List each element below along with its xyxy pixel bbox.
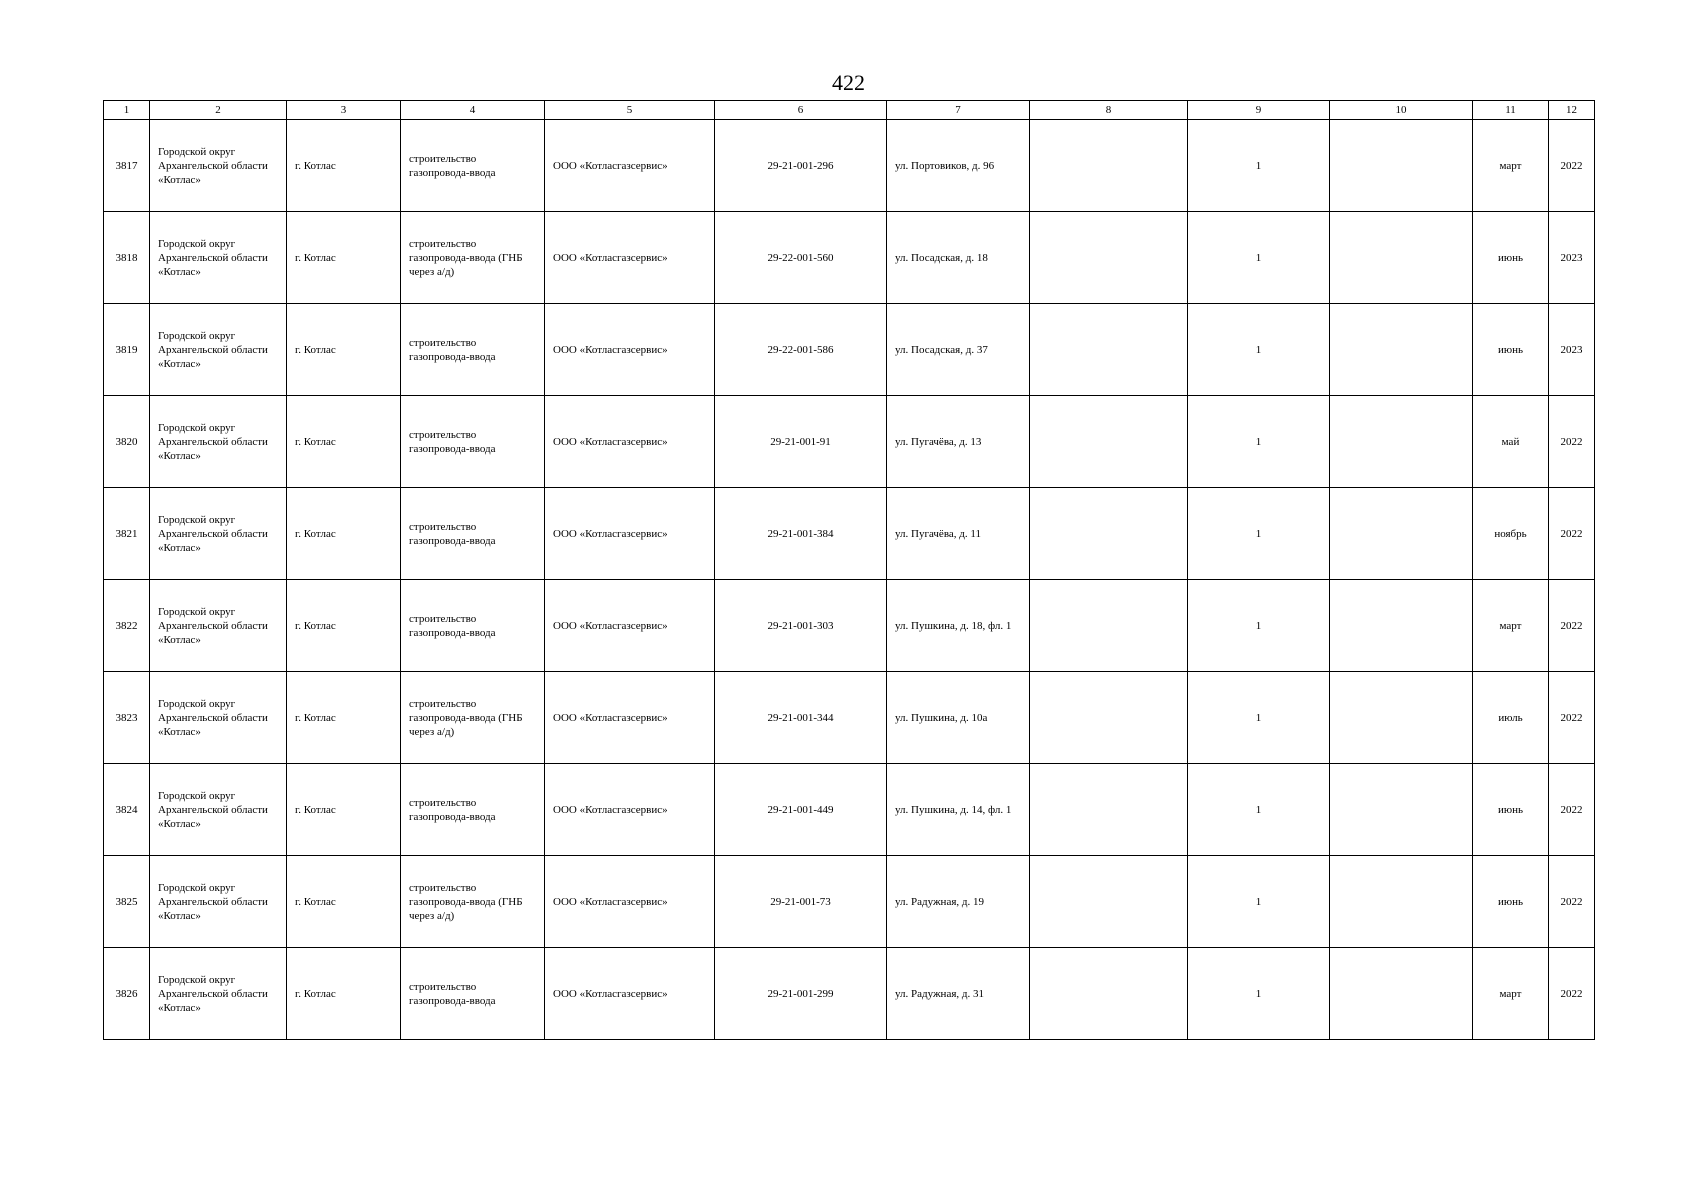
quantity-cell: 1: [1188, 764, 1330, 856]
address-cell: ул. Пушкина, д. 18, фл. 1: [887, 580, 1030, 672]
column-header: 6: [715, 101, 887, 120]
locality-cell: г. Котлас: [287, 948, 401, 1040]
work-type-cell: строительство газопровода-ввода (ГНБ через а/д): [401, 856, 545, 948]
address-cell: ул. Пугачёва, д. 13: [887, 396, 1030, 488]
year-cell: 2022: [1549, 856, 1595, 948]
column-header: 2: [150, 101, 287, 120]
cadastral-number-cell: 29-21-001-296: [715, 120, 887, 212]
quantity-cell: 1: [1188, 672, 1330, 764]
registry-table: [103, 100, 1595, 1040]
row-number: 3821: [104, 488, 150, 580]
work-type-cell: строительство газопровода-ввода: [401, 120, 545, 212]
address-cell: ул. Пушкина, д. 14, фл. 1: [887, 764, 1030, 856]
cadastral-number-cell: 29-22-001-586: [715, 304, 887, 396]
organization-cell: ООО «Котласгазсервис»: [545, 304, 715, 396]
empty-cell: [1330, 948, 1473, 1040]
work-type-cell: строительство газопровода-ввода: [401, 580, 545, 672]
quantity-cell: 1: [1188, 304, 1330, 396]
month-cell: март: [1473, 580, 1549, 672]
table-row: [104, 856, 1595, 948]
year-cell: 2023: [1549, 212, 1595, 304]
month-cell: март: [1473, 948, 1549, 1040]
empty-cell: [1030, 120, 1188, 212]
empty-cell: [1330, 672, 1473, 764]
row-number: 3825: [104, 856, 150, 948]
municipality-cell: Городской округ Архангельской области «Котлас»: [150, 488, 287, 580]
locality-cell: г. Котлас: [287, 764, 401, 856]
year-cell: 2022: [1549, 764, 1595, 856]
cadastral-number-cell: 29-21-001-91: [715, 396, 887, 488]
cadastral-number-cell: 29-21-001-344: [715, 672, 887, 764]
year-cell: 2022: [1549, 580, 1595, 672]
page-number: 422: [832, 70, 865, 95]
row-number: 3819: [104, 304, 150, 396]
quantity-cell: 1: [1188, 396, 1330, 488]
municipality-cell: Городской округ Архангельской области «Котлас»: [150, 120, 287, 212]
locality-cell: г. Котлас: [287, 120, 401, 212]
municipality-cell: Городской округ Архангельской области «Котлас»: [150, 396, 287, 488]
municipality-cell: Городской округ Архангельской области «Котлас»: [150, 856, 287, 948]
cadastral-number-cell: 29-21-001-384: [715, 488, 887, 580]
row-number: 3820: [104, 396, 150, 488]
quantity-cell: 1: [1188, 580, 1330, 672]
quantity-cell: 1: [1188, 948, 1330, 1040]
table-row: [104, 948, 1595, 1040]
month-cell: март: [1473, 120, 1549, 212]
table-row: [104, 672, 1595, 764]
column-header: 11: [1473, 101, 1549, 120]
month-cell: июнь: [1473, 856, 1549, 948]
row-number: 3826: [104, 948, 150, 1040]
empty-cell: [1030, 672, 1188, 764]
empty-cell: [1030, 948, 1188, 1040]
column-header: 7: [887, 101, 1030, 120]
work-type-cell: строительство газопровода-ввода: [401, 396, 545, 488]
year-cell: 2022: [1549, 396, 1595, 488]
column-header: 1: [104, 101, 150, 120]
month-cell: июнь: [1473, 304, 1549, 396]
empty-cell: [1030, 856, 1188, 948]
work-type-cell: строительство газопровода-ввода (ГНБ через а/д): [401, 672, 545, 764]
locality-cell: г. Котлас: [287, 304, 401, 396]
organization-cell: ООО «Котласгазсервис»: [545, 120, 715, 212]
locality-cell: г. Котлас: [287, 580, 401, 672]
quantity-cell: 1: [1188, 856, 1330, 948]
year-cell: 2023: [1549, 304, 1595, 396]
empty-cell: [1330, 856, 1473, 948]
month-cell: июнь: [1473, 212, 1549, 304]
organization-cell: ООО «Котласгазсервис»: [545, 948, 715, 1040]
column-header: 5: [545, 101, 715, 120]
empty-cell: [1330, 120, 1473, 212]
column-header: 9: [1188, 101, 1330, 120]
row-number: 3818: [104, 212, 150, 304]
table-row: [104, 580, 1595, 672]
empty-cell: [1330, 396, 1473, 488]
month-cell: июль: [1473, 672, 1549, 764]
organization-cell: ООО «Котласгазсервис»: [545, 856, 715, 948]
row-number: 3823: [104, 672, 150, 764]
address-cell: ул. Посадская, д. 18: [887, 212, 1030, 304]
work-type-cell: строительство газопровода-ввода: [401, 764, 545, 856]
month-cell: май: [1473, 396, 1549, 488]
municipality-cell: Городской округ Архангельской области «Котлас»: [150, 212, 287, 304]
organization-cell: ООО «Котласгазсервис»: [545, 764, 715, 856]
locality-cell: г. Котлас: [287, 856, 401, 948]
work-type-cell: строительство газопровода-ввода: [401, 948, 545, 1040]
organization-cell: ООО «Котласгазсервис»: [545, 672, 715, 764]
row-number: 3822: [104, 580, 150, 672]
quantity-cell: 1: [1188, 488, 1330, 580]
empty-cell: [1330, 212, 1473, 304]
empty-cell: [1330, 304, 1473, 396]
empty-cell: [1330, 580, 1473, 672]
row-number: 3817: [104, 120, 150, 212]
cadastral-number-cell: 29-21-001-303: [715, 580, 887, 672]
locality-cell: г. Котлас: [287, 212, 401, 304]
organization-cell: ООО «Котласгазсервис»: [545, 396, 715, 488]
table-row: [104, 488, 1595, 580]
table-row: [104, 304, 1595, 396]
municipality-cell: Городской округ Архангельской области «Котлас»: [150, 672, 287, 764]
address-cell: ул. Радужная, д. 31: [887, 948, 1030, 1040]
year-cell: 2022: [1549, 948, 1595, 1040]
quantity-cell: 1: [1188, 212, 1330, 304]
table-row: [104, 120, 1595, 212]
year-cell: 2022: [1549, 120, 1595, 212]
empty-cell: [1030, 764, 1188, 856]
empty-cell: [1030, 212, 1188, 304]
work-type-cell: строительство газопровода-ввода: [401, 488, 545, 580]
table-row: [104, 212, 1595, 304]
work-type-cell: строительство газопровода-ввода: [401, 304, 545, 396]
column-header: 3: [287, 101, 401, 120]
address-cell: ул. Пугачёва, д. 11: [887, 488, 1030, 580]
quantity-cell: 1: [1188, 120, 1330, 212]
empty-cell: [1030, 396, 1188, 488]
address-cell: ул. Посадская, д. 37: [887, 304, 1030, 396]
cadastral-number-cell: 29-21-001-449: [715, 764, 887, 856]
empty-cell: [1330, 488, 1473, 580]
column-header: 12: [1549, 101, 1595, 120]
empty-cell: [1330, 764, 1473, 856]
empty-cell: [1030, 304, 1188, 396]
address-cell: ул. Портовиков, д. 96: [887, 120, 1030, 212]
table-body: [104, 120, 1595, 1040]
organization-cell: ООО «Котласгазсервис»: [545, 488, 715, 580]
organization-cell: ООО «Котласгазсервис»: [545, 212, 715, 304]
locality-cell: г. Котлас: [287, 672, 401, 764]
table-row: [104, 396, 1595, 488]
address-cell: ул. Пушкина, д. 10а: [887, 672, 1030, 764]
locality-cell: г. Котлас: [287, 488, 401, 580]
month-cell: ноябрь: [1473, 488, 1549, 580]
cadastral-number-cell: 29-21-001-299: [715, 948, 887, 1040]
municipality-cell: Городской округ Архангельской области «Котлас»: [150, 948, 287, 1040]
table-row: [104, 764, 1595, 856]
municipality-cell: Городской округ Архангельской области «Котлас»: [150, 764, 287, 856]
municipality-cell: Городской округ Архангельской области «Котлас»: [150, 304, 287, 396]
year-cell: 2022: [1549, 488, 1595, 580]
row-number: 3824: [104, 764, 150, 856]
year-cell: 2022: [1549, 672, 1595, 764]
organization-cell: ООО «Котласгазсервис»: [545, 580, 715, 672]
cadastral-number-cell: 29-22-001-560: [715, 212, 887, 304]
column-header: 8: [1030, 101, 1188, 120]
empty-cell: [1030, 488, 1188, 580]
month-cell: июнь: [1473, 764, 1549, 856]
work-type-cell: строительство газопровода-ввода (ГНБ через а/д): [401, 212, 545, 304]
column-header: 4: [401, 101, 545, 120]
column-number-row: [104, 101, 1595, 120]
column-header: 10: [1330, 101, 1473, 120]
cadastral-number-cell: 29-21-001-73: [715, 856, 887, 948]
locality-cell: г. Котлас: [287, 396, 401, 488]
address-cell: ул. Радужная, д. 19: [887, 856, 1030, 948]
empty-cell: [1030, 580, 1188, 672]
municipality-cell: Городской округ Архангельской области «Котлас»: [150, 580, 287, 672]
